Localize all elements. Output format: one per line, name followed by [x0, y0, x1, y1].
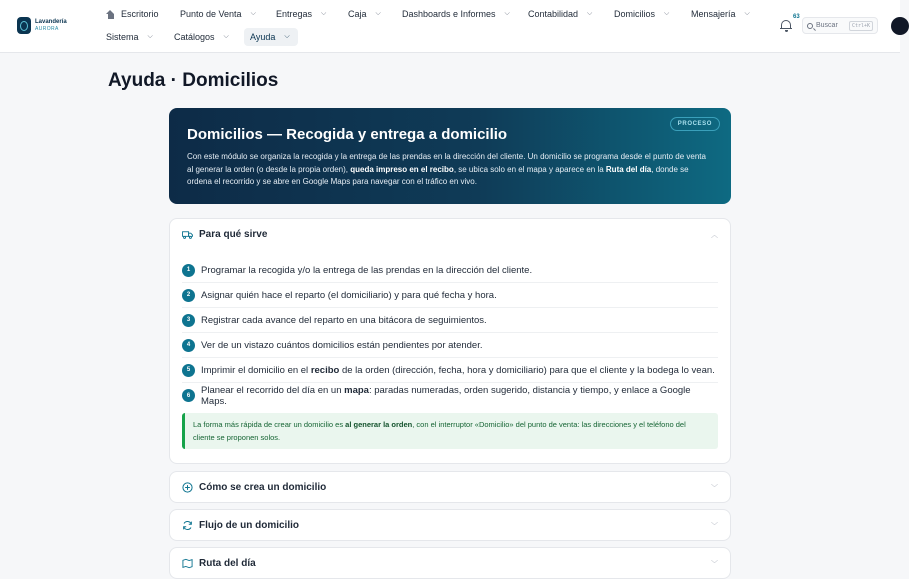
- hero-description: Con este módulo se organiza la recogida y la entrega de las prendas en la dirección del cliente. Un domicilio se programa desde el punto de venta al generar la orden (o desde la propia orden), queda impreso en el recibo, se ubica solo en el mapa y aparece en la Ruta del día, donde se ordena el recorrido y se abre en Google Maps para navegar con el tráfico en vivo.: [187, 152, 706, 186]
- section-title: Flujo de un domicilio: [199, 520, 299, 531]
- nav-contabilidad[interactable]: Contabilidad ⌵: [528, 9, 593, 19]
- refresh-icon: [182, 520, 193, 531]
- step-number: 1: [182, 264, 195, 277]
- hero-title: Domicilios — Recogida y entrega a domicilio: [187, 126, 508, 143]
- chevron-down-icon: ⌵: [587, 10, 593, 17]
- nav-punto-de-venta[interactable]: Punto de Venta ⌵: [180, 9, 256, 19]
- list-item: 6 Planear el recorrido del día en un mapa: paradas numeradas, orden sugerido, distancia y tiempo, y enlace a Google Maps.: [182, 383, 718, 408]
- chevron-down-icon: ⌵: [284, 33, 290, 40]
- section-title: Cómo se crea un domicilio: [199, 482, 327, 493]
- section-header-como-se-crea[interactable]: [170, 472, 730, 503]
- chevron-down-icon: ⌵: [744, 10, 750, 17]
- top-navigation-bar: [0, 0, 900, 53]
- step-number: 4: [182, 339, 195, 352]
- section-title: Ruta del día: [199, 558, 256, 569]
- nav-caja[interactable]: Caja ⌵: [348, 9, 381, 19]
- section-como-se-crea[interactable]: [169, 471, 731, 503]
- step-number: 6: [182, 389, 195, 402]
- section-flujo[interactable]: [169, 509, 731, 541]
- logo-mark-icon: [17, 17, 31, 34]
- list-item: 5 Imprimir el domicilio en el recibo de la orden (dirección, fecha, hora y domiciliario) para que el cliente y la bodega lo vean.: [182, 358, 718, 383]
- section-para-que-sirve: [169, 218, 731, 464]
- list-item: 1 Programar la recogida y/o la entrega de las prendas en la dirección del cliente.: [182, 258, 718, 283]
- search-button[interactable]: [802, 17, 878, 34]
- section-title: Para qué sirve: [199, 229, 268, 240]
- chevron-down-icon: ﹀: [711, 560, 718, 568]
- list-item: 3 Registrar cada avance del reparto en una bitácora de seguimientos.: [182, 308, 718, 333]
- search-shortcut: Ctrl+K: [849, 21, 873, 31]
- search-label: Buscar: [816, 22, 838, 29]
- logo-subname: AURORA: [35, 25, 59, 32]
- search-icon: [807, 23, 813, 29]
- app-logo[interactable]: [17, 17, 67, 34]
- section-ruta-del-dia[interactable]: [169, 547, 731, 579]
- step-number: 3: [182, 314, 195, 327]
- logo-name: Lavandería: [35, 18, 67, 25]
- process-tag: PROCESO: [670, 117, 720, 131]
- page-title: Ayuda · Domicilios: [108, 70, 279, 91]
- step-number: 2: [182, 289, 195, 302]
- notification-count-badge: 63: [793, 14, 800, 20]
- chevron-down-icon: ﹀: [711, 522, 718, 530]
- bell-icon[interactable]: [780, 19, 792, 32]
- chevron-down-icon: ⌵: [223, 33, 229, 40]
- step-number: 5: [182, 364, 195, 377]
- chevron-down-icon: ⌵: [250, 10, 256, 17]
- plus-circle-icon: [182, 482, 193, 493]
- tip-note: La forma más rápida de crear un domicilio es al generar la orden, con el interruptor «Domicilio» del punto de venta: las direcciones y el teléfono del cliente se proponen solos.: [182, 413, 718, 449]
- section-header-flujo[interactable]: [170, 510, 730, 541]
- chevron-down-icon: ⌵: [321, 10, 327, 17]
- nav-catalogos[interactable]: Catálogos ⌵: [174, 32, 229, 42]
- chevron-down-icon: ⌵: [504, 10, 510, 17]
- map-icon: [182, 558, 193, 569]
- nav-ayuda[interactable]: Ayuda ⌵: [244, 28, 298, 46]
- chevron-down-icon: ⌵: [375, 10, 381, 17]
- home-icon: [106, 10, 115, 19]
- chevron-up-icon: ︿: [711, 231, 718, 239]
- truck-icon: [182, 229, 193, 240]
- nav-domicilios[interactable]: Domicilios ⌵: [614, 9, 670, 19]
- chevron-down-icon: ⌵: [147, 33, 153, 40]
- nav-sistema[interactable]: Sistema ⌵: [106, 32, 153, 42]
- user-avatar[interactable]: [891, 17, 909, 35]
- chevron-down-icon: ⌵: [664, 10, 670, 17]
- hero-banner: [169, 108, 731, 204]
- list-item: 2 Asignar quién hace el reparto (el domiciliario) y para qué fecha y hora.: [182, 283, 718, 308]
- nav-entregas[interactable]: Entregas ⌵: [276, 9, 327, 19]
- nav-escritorio[interactable]: Escritorio: [100, 5, 165, 23]
- list-item: 4 Ver de un vistazo cuántos domicilios están pendientes por atender.: [182, 333, 718, 358]
- section-header-ruta-del-dia[interactable]: [170, 548, 730, 579]
- nav-mensajeria[interactable]: Mensajería ⌵: [691, 9, 750, 19]
- section-header-para-que-sirve[interactable]: [170, 219, 730, 250]
- chevron-down-icon: ﹀: [711, 484, 718, 492]
- uses-list: [170, 250, 730, 408]
- nav-dashboards[interactable]: Dashboards e Informes ⌵: [402, 9, 510, 19]
